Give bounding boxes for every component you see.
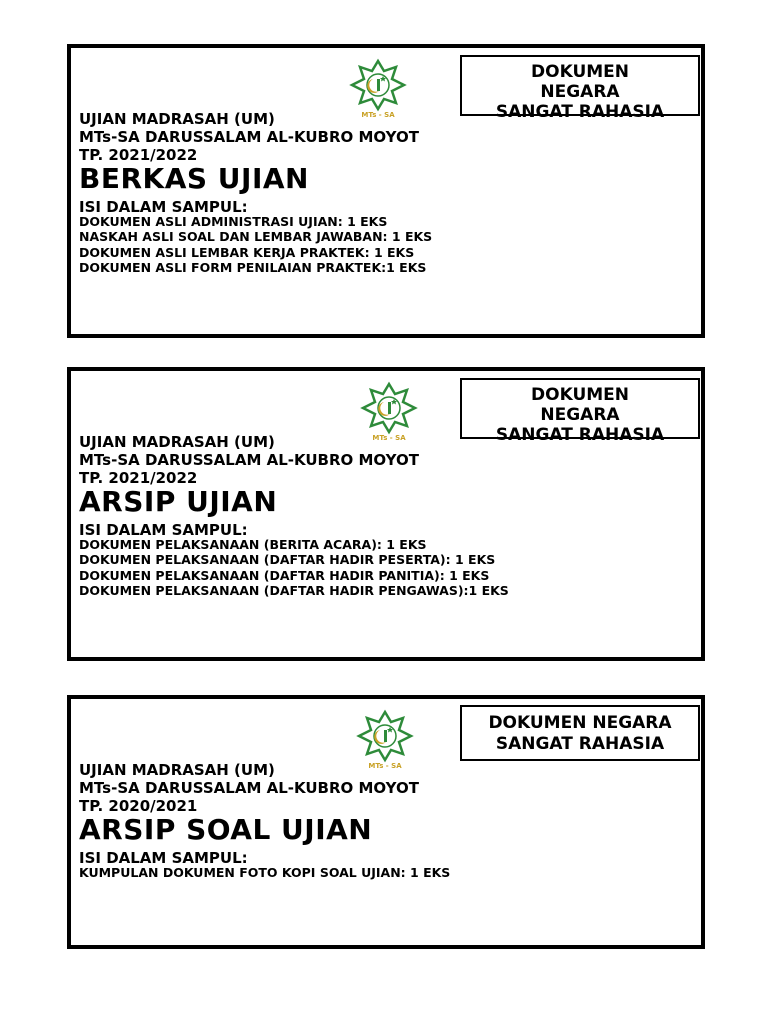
stamp-line: SANGAT RAHASIA: [495, 102, 665, 122]
label-card-3: [67, 695, 705, 949]
contents-item: DOKUMEN PELAKSANAAN (DAFTAR HADIR PESERTA): 1 EKS: [79, 552, 496, 567]
envelope-title: ARSIP UJIAN: [79, 485, 278, 518]
stamp-line: DOKUMEN NEGARA: [488, 713, 672, 733]
envelope-title: ARSIP SOAL UJIAN: [79, 813, 373, 846]
school-name: MTs-SA DARUSSALAM AL-KUBRO MOYOT: [79, 779, 419, 797]
svg-text:MTs - SA: MTs - SA: [368, 762, 402, 770]
stamp-line: NEGARA: [540, 405, 620, 425]
academic-year: TP. 2021/2022: [79, 146, 198, 164]
school-name: MTs-SA DARUSSALAM AL-KUBRO MOYOT: [79, 128, 419, 146]
contents-item: KUMPULAN DOKUMEN FOTO KOPI SOAL UJIAN: 1 EKS: [79, 865, 451, 880]
contents-heading: ISI DALAM SAMPUL:: [79, 198, 248, 216]
contents-item: DOKUMEN ASLI ADMINISTRASI UJIAN: 1 EKS: [79, 214, 388, 229]
confidential-stamp: [460, 55, 700, 122]
madrasah-logo-icon: [357, 380, 421, 444]
svg-text:MTs - SA: MTs - SA: [361, 111, 395, 119]
stamp-line: SANGAT RAHASIA: [495, 734, 665, 754]
madrasah-logo-icon: [346, 57, 410, 121]
academic-year: TP. 2021/2022: [79, 469, 198, 487]
contents-item: DOKUMEN PELAKSANAAN (DAFTAR HADIR PANITIA): 1 EKS: [79, 568, 490, 583]
academic-year: TP. 2020/2021: [79, 797, 198, 815]
envelope-title: BERKAS UJIAN: [79, 162, 309, 195]
contents-heading: ISI DALAM SAMPUL:: [79, 521, 248, 539]
svg-text:MTs - SA: MTs - SA: [372, 434, 406, 442]
stamp-line: DOKUMEN: [531, 385, 629, 405]
confidential-stamp: [460, 378, 700, 445]
contents-item: DOKUMEN PELAKSANAAN (BERITA ACARA): 1 EKS: [79, 537, 427, 552]
stamp-line: SANGAT RAHASIA: [495, 425, 665, 445]
exam-name: UJIAN MADRASAH (UM): [79, 433, 275, 451]
confidential-stamp: [460, 705, 700, 761]
contents-item: NASKAH ASLI SOAL DAN LEMBAR JAWABAN: 1 EKS: [79, 229, 433, 244]
contents-item: DOKUMEN ASLI FORM PENILAIAN PRAKTEK:1 EKS: [79, 260, 427, 275]
exam-name: UJIAN MADRASAH (UM): [79, 110, 275, 128]
contents-item: DOKUMEN PELAKSANAAN (DAFTAR HADIR PENGAWAS):1 EKS: [79, 583, 509, 598]
label-card-2: [67, 367, 705, 661]
stamp-line: NEGARA: [540, 82, 620, 102]
madrasah-logo-icon: [353, 708, 417, 772]
school-name: MTs-SA DARUSSALAM AL-KUBRO MOYOT: [79, 451, 419, 469]
exam-name: UJIAN MADRASAH (UM): [79, 761, 275, 779]
contents-item: DOKUMEN ASLI LEMBAR KERJA PRAKTEK: 1 EKS: [79, 245, 415, 260]
stamp-line: DOKUMEN: [531, 62, 629, 82]
contents-heading: ISI DALAM SAMPUL:: [79, 849, 248, 867]
label-card-1: [67, 44, 705, 338]
